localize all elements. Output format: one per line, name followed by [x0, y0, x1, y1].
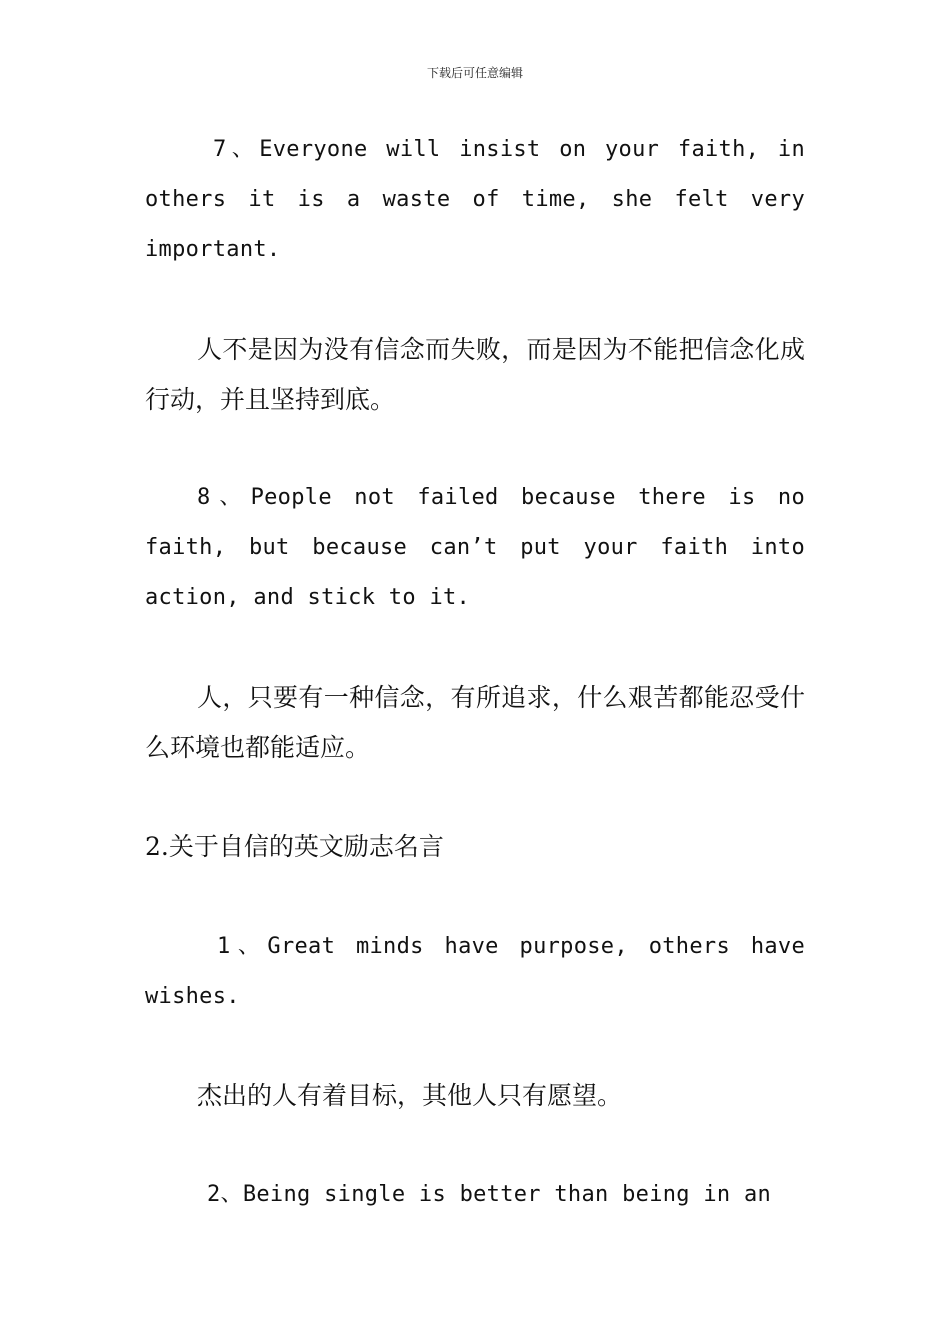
- quote-7-chinese: 人不是因为没有信念而失败，而是因为不能把信念化成行动，并且坚持到底。: [145, 335, 805, 414]
- quote-8-english: 8、People not failed because there is no faith, but because can’t put your faith into action, and stick to it.: [145, 485, 805, 610]
- confidence-quote-2-english: 2、Being single is better than being in an: [207, 1182, 772, 1207]
- confidence-quote-1-english: 1、Great minds have purpose, others have wishes.: [145, 934, 805, 1009]
- confidence-quote-1-chinese: 杰出的人有着目标，其他人只有愿望。: [197, 1081, 623, 1110]
- quote-8-chinese: 人，只要有一种信念，有所追求，什么艰苦都能忍受什么环境也都能适应。: [145, 683, 805, 762]
- section-heading: 2.关于自信的英文励志名言: [145, 832, 444, 861]
- quote-7-english: 7、Everyone will insist on your faith, in others it is a waste of time, she felt very important.: [145, 137, 805, 262]
- page-header: 下载后可任意编辑: [426, 66, 523, 80]
